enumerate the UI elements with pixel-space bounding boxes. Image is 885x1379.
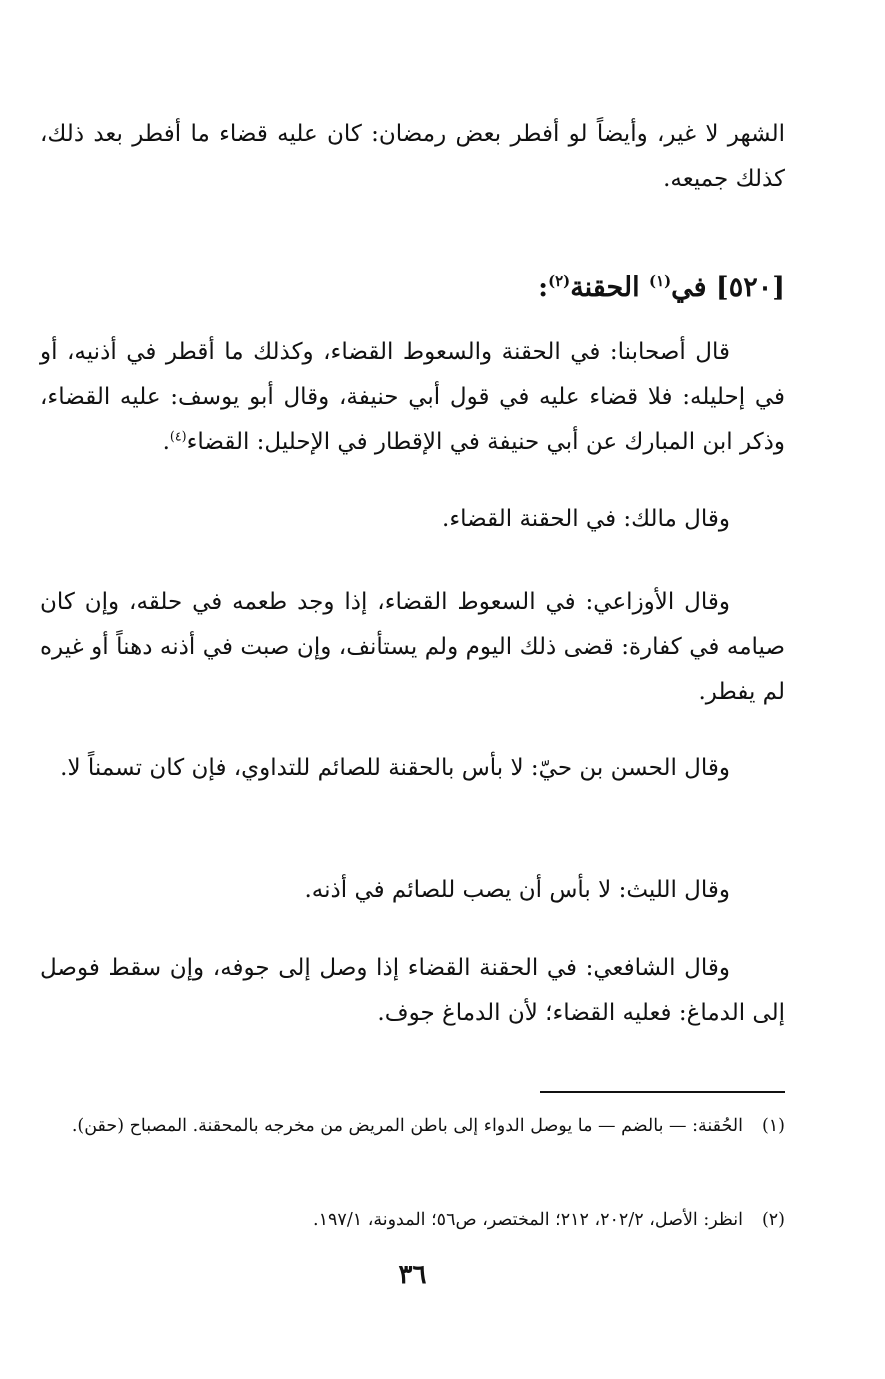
- book-page: [40, 0, 785, 1379]
- footnote-2-number: (٢): [761, 1210, 785, 1230]
- section-number: [٥٢٠]: [715, 272, 785, 303]
- footnote-1: [40, 1110, 785, 1142]
- footnote-2-text: انظر: الأصل، ٢٠٢/٢، ٢١٢؛ المختصر، ص٥٦؛ المدونة، ١٩٧/١.: [313, 1210, 743, 1230]
- paragraph-continuation: الشهر لا غير، وأيضاً لو أفطر بعض رمضان: كان عليه قضاء ما أفطر بعد ذلك، كذلك جميعه.: [40, 121, 785, 192]
- paragraph-malik: وقال مالك: في الحقنة القضاء.: [442, 506, 730, 532]
- paragraph-ashabuna: قال أصحابنا: في الحقنة والسعوط القضاء، وكذلك ما أقطر في أذنيه، أو في إحليله: فلا قضاء عليه في قول أبي حنيفة، وقال أبو يوسف: عليه القضاء، وذكر ابن المبارك عن أبي حنيفة في الإقطار في الإحليل: القضاء$^{(٤)}$.: [40, 339, 785, 455]
- page-number: ٣٦: [398, 1260, 427, 1290]
- footnote-1-number: (١): [761, 1116, 785, 1136]
- heading-colon: :: [538, 272, 549, 303]
- footnote-1-text: الحُقنة: — بالضم — ما يوصل الدواء إلى باطن المريض من مخرجه بالمحقنة. المصباح (حقن).: [71, 1116, 743, 1136]
- heading-footnote-ref-2[interactable]: (٢): [548, 272, 571, 290]
- footnote-separator: [540, 1091, 785, 1093]
- paragraph-awzai: وقال الأوزاعي: في السعوط القضاء، إذا وجد طعمه في حلقه، وإن كان صيامه في كفارة: قضى ذلك اليوم ولم يستأنف، وإن صبت في أذنه دهناً أو غيره لم يفطر.: [40, 589, 785, 705]
- paragraph-shafii: وقال الشافعي: في الحقنة القضاء إذا وصل إلى جوفه، وإن سقط فوصل إلى الدماغ: فعليه القضاء؛ لأن الدماغ جوف.: [40, 955, 785, 1026]
- paragraph-ashabuna-text: قال أصحابنا: في الحقنة والسعوط القضاء، وكذلك ما أقطر في أذنيه، أو في إحليله: فلا قضاء عليه في قول أبي حنيفة، وقال أبو يوسف: عليه القضاء، وذكر ابن المبارك عن أبي حنيفة في الإقطار في الإحليل: القضاء: [40, 339, 785, 455]
- paragraph-hasan: وقال الحسن بن حيّ: لا بأس بالحقنة للصائم للتداوي، فإن كان تسمناً لا.: [60, 755, 730, 781]
- footnote-ref-4[interactable]: (٤): [169, 428, 187, 444]
- paragraph-layth: وقال الليث: لا بأس أن يصب للصائم في أذنه.: [304, 877, 730, 903]
- section-heading: [538, 268, 785, 308]
- heading-word-huqna: الحقنة: [570, 272, 640, 303]
- heading-footnote-ref-1[interactable]: (١): [649, 272, 672, 290]
- heading-word-fi: في: [671, 272, 707, 303]
- footnote-2: [40, 1204, 785, 1236]
